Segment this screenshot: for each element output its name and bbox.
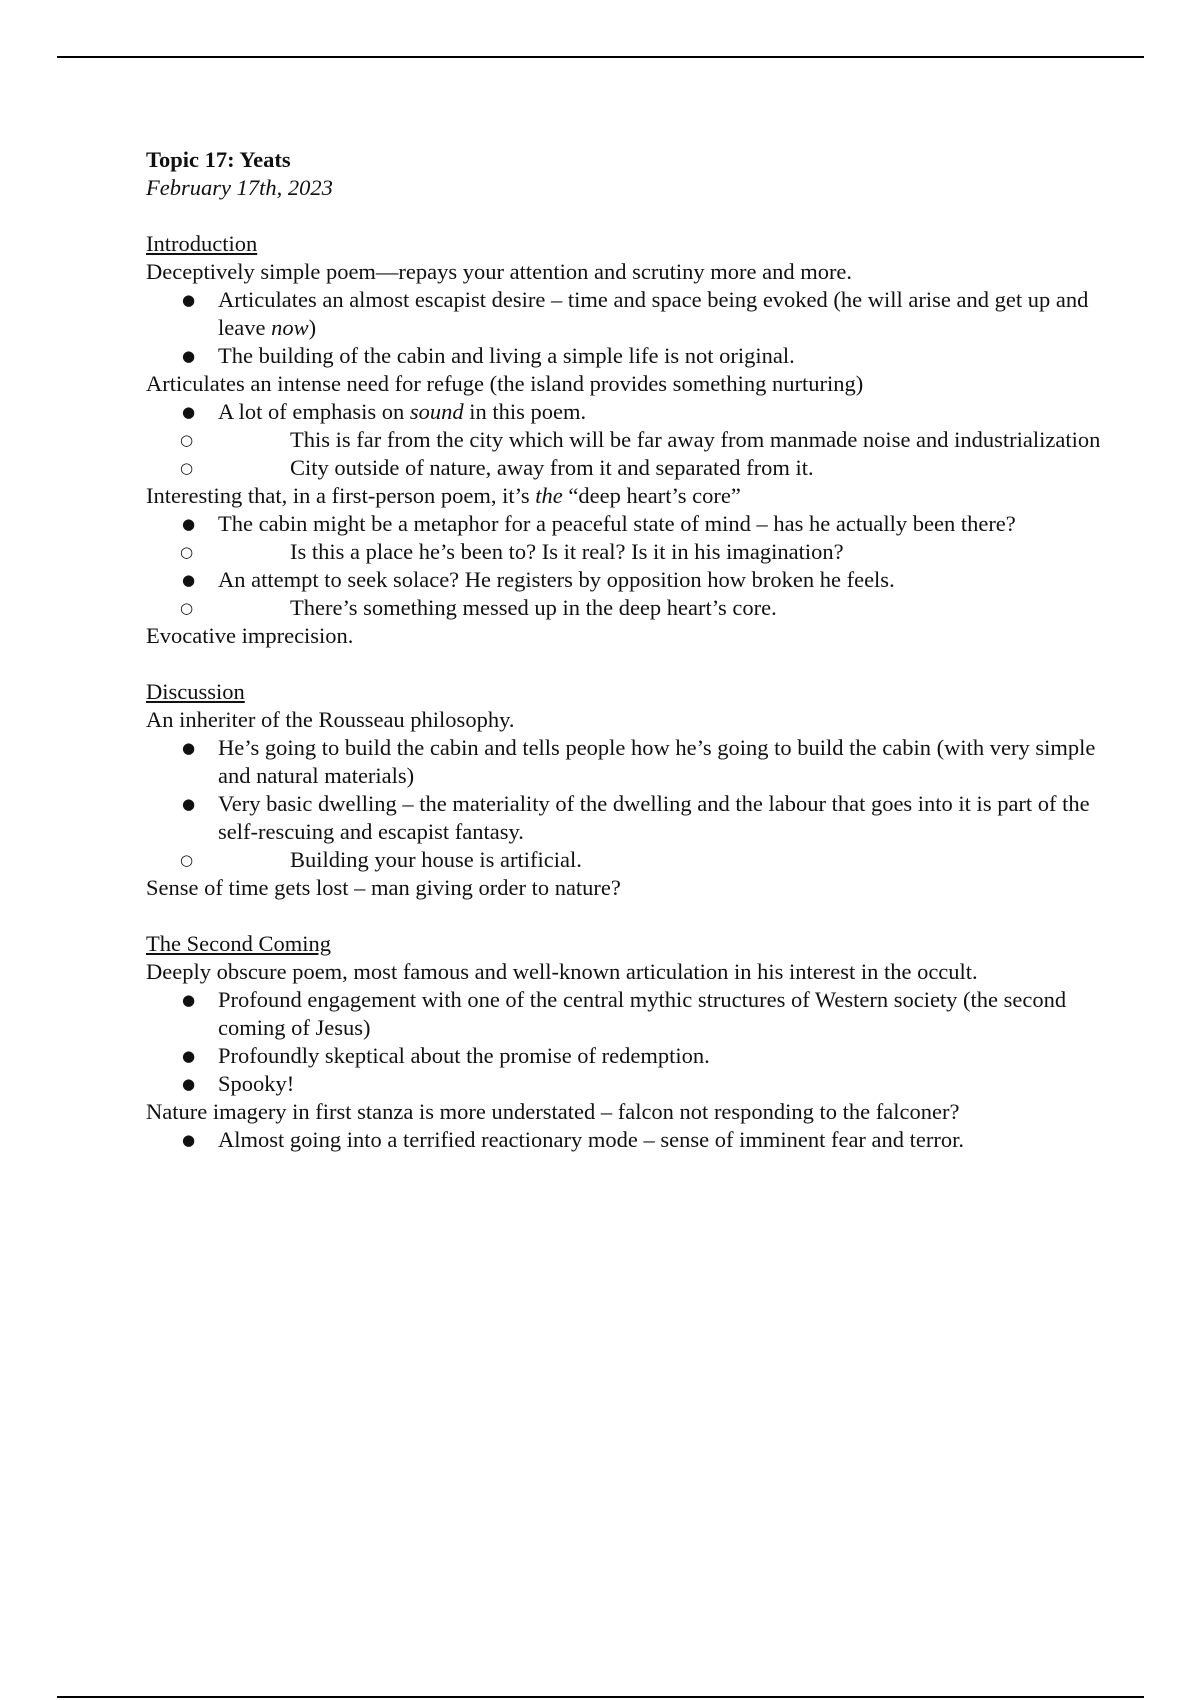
bullet-item xyxy=(146,566,1106,622)
bullet-list xyxy=(146,734,1106,874)
sub-bullet-list xyxy=(146,426,1106,482)
sub-bullet-item xyxy=(146,594,1106,622)
paragraph: Evocative imprecision. xyxy=(146,623,354,648)
text-span: A lot of emphasis on xyxy=(218,399,410,424)
bullet-item xyxy=(146,398,1106,482)
bullet-item: ● Profoundly skeptical about the promise of redemption. xyxy=(146,1042,1106,1070)
sub-bullet-item xyxy=(146,426,1106,454)
emphasis-text: now xyxy=(271,315,309,340)
bullet-list xyxy=(146,398,1106,482)
bullet-item: ● Profound engagement with one of the central mythic structures of Western society (the second coming of Jesus) xyxy=(146,986,1106,1042)
sub-bullet-item xyxy=(146,454,1106,482)
bullet-item: ● Spooky! xyxy=(146,1070,1106,1098)
text-span: Is this a place he’s been to? Is it real? Is it in his imagination? xyxy=(290,539,844,564)
document-body xyxy=(146,146,1106,1154)
section-heading-introduction: Introduction xyxy=(146,231,258,256)
bullet-list xyxy=(146,986,1106,1098)
page-date: February 17th, 2023 xyxy=(146,175,333,200)
bullet-list xyxy=(146,1126,1106,1154)
text-span: The cabin might be a metaphor for a peaceful state of mind – has he actually been there? xyxy=(218,511,1016,536)
bullet-item: ● He’s going to build the cabin and tells people how he’s going to build the cabin (with very simple and natural materials) xyxy=(146,734,1106,790)
sub-bullet-list xyxy=(146,538,1106,566)
sub-bullet-item xyxy=(146,538,1106,566)
text-span: Interesting that, in a first-person poem, it’s xyxy=(146,483,536,508)
paragraph: Deceptively simple poem—repays your attention and scrutiny more and more. xyxy=(146,259,853,284)
spacer xyxy=(146,902,1106,930)
text-span: ) xyxy=(308,315,317,340)
paragraph: Sense of time gets lost – man giving order to nature? xyxy=(146,875,621,900)
emphasis-text: sound xyxy=(409,399,464,424)
text-span: Very basic dwelling – the materiality of the dwelling and the labour that goes into it is part of the self-rescuing and escapist fantasy. xyxy=(218,791,1090,844)
text-span: There’s something messed up in the deep heart’s core. xyxy=(290,595,777,620)
bullet-item xyxy=(146,510,1106,566)
bullet-item xyxy=(146,790,1106,874)
paragraph: Deeply obscure poem, most famous and well-known articulation in his interest in the occult. xyxy=(146,959,978,984)
text-span: This is far from the city which will be far away from manmade noise and industrialization xyxy=(290,427,1101,452)
section-discussion xyxy=(146,678,1106,902)
bullet-item xyxy=(146,286,1106,342)
text-span: in this poem. xyxy=(463,399,587,424)
text-span: Articulates an almost escapist desire – time and space being evoked (he will arise and get up and leave xyxy=(218,287,1089,340)
paragraph: An inheriter of the Rousseau philosophy. xyxy=(146,707,515,732)
paragraph: Articulates an intense need for refuge (the island provides something nurturing) xyxy=(146,371,864,396)
text-span: Building your house is artificial. xyxy=(290,847,582,872)
paragraph: Nature imagery in first stanza is more understated – falcon not responding to the falconer? xyxy=(146,1099,960,1124)
bullet-list xyxy=(146,510,1106,622)
sub-bullet-list xyxy=(146,846,1106,874)
sub-bullet-list xyxy=(146,594,1106,622)
bottom-rule xyxy=(57,1696,1144,1698)
bullet-item: ● The building of the cabin and living a simple life is not original. xyxy=(146,342,1106,370)
emphasis-text: the xyxy=(535,483,563,508)
section-second-coming xyxy=(146,930,1106,1154)
spacer xyxy=(146,202,1106,230)
text-span: An attempt to seek solace? He registers by opposition how broken he feels. xyxy=(218,567,895,592)
page-title: Topic 17: Yeats xyxy=(146,147,291,172)
top-rule xyxy=(57,56,1144,58)
section-heading-second-coming: The Second Coming xyxy=(146,931,331,956)
bullet-item: ● Almost going into a terrified reactionary mode – sense of imminent fear and terror. xyxy=(146,1126,1106,1154)
spacer xyxy=(146,650,1106,678)
paragraph xyxy=(146,482,1106,510)
text-span: “deep heart’s core” xyxy=(562,483,741,508)
text-span: City outside of nature, away from it and separated from it. xyxy=(290,455,814,480)
section-introduction xyxy=(146,230,1106,650)
section-heading-discussion: Discussion xyxy=(146,679,245,704)
sub-bullet-item xyxy=(146,846,1106,874)
bullet-list xyxy=(146,286,1106,370)
